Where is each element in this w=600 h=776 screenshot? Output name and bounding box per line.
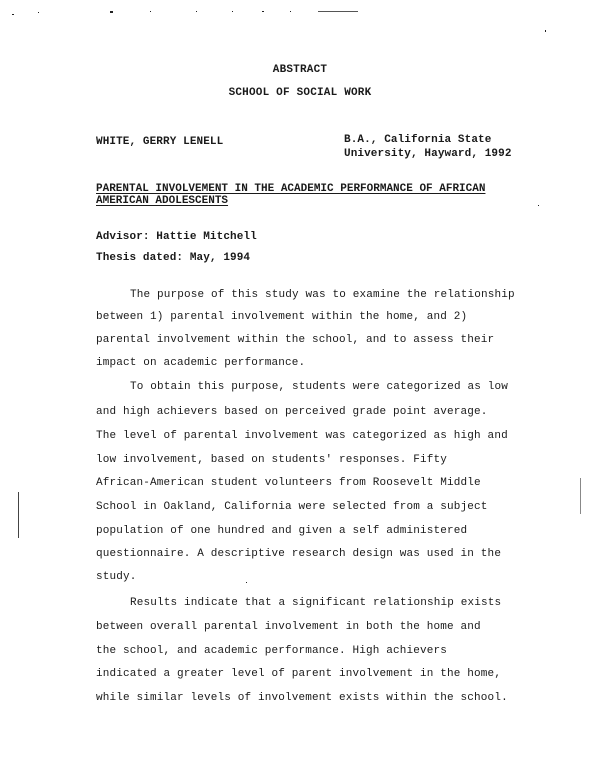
scan-speck (12, 14, 14, 15)
scan-speck (150, 11, 151, 12)
paragraph-2-line: The level of parental involvement was categorized as high and (96, 430, 508, 442)
thesis-title-line-1: PARENTAL INVOLVEMENT IN THE ACADEMIC PERFORMANCE OF AFRICAN (96, 183, 486, 195)
paragraph-2-line: population of one hundred and given a self administered (96, 525, 468, 537)
paragraph-2-line: study. (96, 571, 137, 583)
scan-speck (110, 11, 113, 13)
scan-speck (290, 11, 291, 12)
degree-line-1: B.A., California State (344, 134, 492, 146)
thesis-date-line: Thesis dated: May, 1994 (96, 252, 251, 264)
paragraph-1-line: impact on academic performance. (96, 357, 306, 369)
paragraph-3-line: while similar levels of involvement exists within the school. (96, 692, 508, 704)
paragraph-1-line: between 1) parental involvement within the home, and 2) (96, 311, 468, 323)
paragraph-2-line: School in Oakland, California were selected from a subject (96, 501, 488, 513)
degree-line-2: University, Hayward, 1992 (344, 148, 512, 160)
scan-speck (262, 11, 264, 12)
scan-speck (38, 12, 39, 13)
school-heading: SCHOOL OF SOCIAL WORK (228, 87, 372, 99)
scan-speck (196, 11, 197, 12)
scan-speck (538, 205, 539, 206)
scan-margin-line (18, 492, 19, 538)
paragraph-2-line: To obtain this purpose, students were categorized as low (130, 381, 509, 393)
paragraph-1-line: The purpose of this study was to examine the relationship (130, 289, 515, 301)
paragraph-3-line: Results indicate that a significant relationship exists (130, 597, 502, 609)
paragraph-3-line: between overall parental involvement in both the home and (96, 621, 481, 633)
author-name: WHITE, GERRY LENELL (96, 136, 224, 148)
advisor-line: Advisor: Hattie Mitchell (96, 231, 257, 243)
scan-speck (318, 11, 358, 12)
paragraph-3-line: the school, and academic performance. High achievers (96, 645, 448, 657)
paragraph-2-line: low involvement, based on students' responses. Fifty (96, 454, 448, 466)
scan-margin-line (580, 478, 581, 514)
thesis-title-line-2: AMERICAN ADOLESCENTS (96, 195, 229, 207)
paragraph-1-line: parental involvement within the school, and to assess their (96, 334, 495, 346)
scan-speck (246, 582, 247, 583)
paragraph-3-line: indicated a greater level of parent involvement in the home, (96, 668, 502, 680)
scan-speck (545, 30, 546, 32)
paragraph-2-line: and high achievers based on perceived grade point average. (96, 406, 488, 418)
paragraph-2-line: African-American student volunteers from Roosevelt Middle (96, 477, 481, 489)
abstract-heading: ABSTRACT (272, 64, 328, 76)
scan-speck (232, 11, 233, 12)
paragraph-2-line: questionnaire. A descriptive research design was used in the (96, 548, 502, 560)
